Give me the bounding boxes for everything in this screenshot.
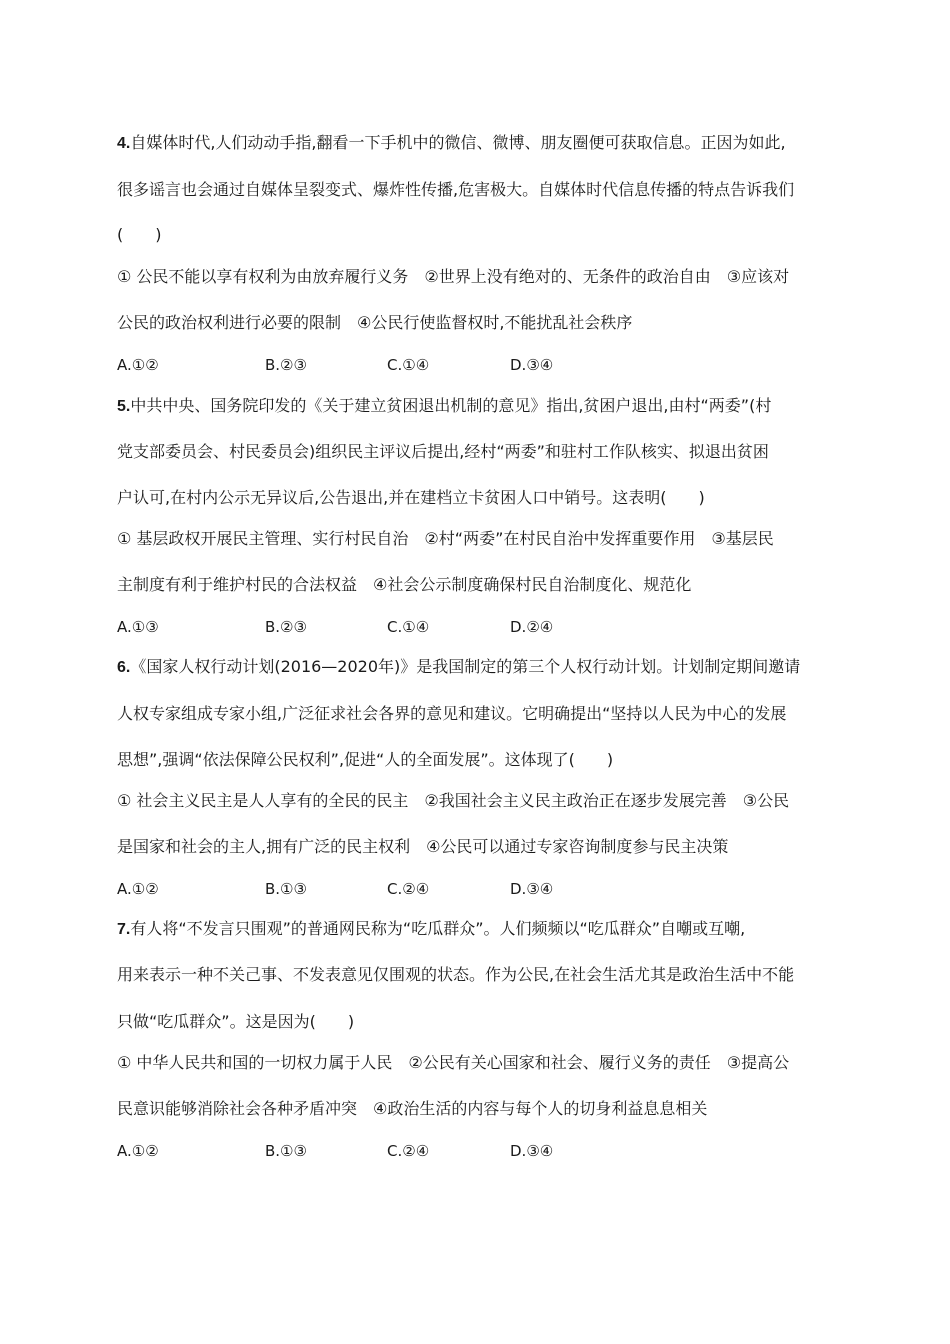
option-c: C.①④ (387, 618, 430, 636)
question-5-stem-line-1: 5.中共中央、国务院印发的《关于建立贫困退出机制的意见》指出,贫困户退出,由村“两委”(村 (117, 396, 772, 415)
option-b: B.①③ (265, 1142, 307, 1160)
option-c: C.②④ (387, 880, 430, 898)
question-number: 4. (117, 135, 131, 152)
question-number: 6. (117, 659, 131, 676)
question-4-stem-line-3: ( ) (117, 225, 162, 244)
option-d: D.③④ (510, 1142, 554, 1160)
option-b: B.②③ (265, 618, 307, 636)
option-d: D.②④ (510, 618, 554, 636)
option-b: B.②③ (265, 356, 307, 374)
question-number: 7. (117, 921, 131, 938)
option-d: D.③④ (510, 356, 554, 374)
question-6-stem-line-2: 人权专家组成专家小组,广泛征求社会各界的意见和建议。它明确提出“坚持以人民为中心的发展 (117, 704, 787, 723)
option-b: B.①③ (265, 880, 307, 898)
option-c: C.①④ (387, 356, 430, 374)
question-6-statements-line-2: 是国家和社会的主人,拥有广泛的民主权利 ④公民可以通过专家咨询制度参与民主决策 (117, 837, 729, 856)
question-4-statements-line-2: 公民的政治权利进行必要的限制 ④公民行使监督权时,不能扰乱社会秩序 (117, 313, 633, 332)
question-7-stem-line-3: 只做“吃瓜群众”。这是因为( ) (117, 1012, 355, 1031)
option-a: A.①③ (117, 618, 159, 636)
question-6-options (117, 878, 717, 900)
question-7-options (117, 1140, 717, 1162)
question-5-stem-line-3: 户认可,在村内公示无异议后,公告退出,并在建档立卡贫困人口中销号。这表明( ) (117, 488, 705, 507)
option-c: C.②④ (387, 1142, 430, 1160)
question-6-stem-line-3: 思想”,强调“依法保障公民权利”,促进“人的全面发展”。这体现了( ) (117, 750, 614, 769)
question-6-statements-line-1: ① 社会主义民主是人人享有的全民的民主 ②我国社会主义民主政治正在逐步发展完善 ③公民 (117, 791, 790, 810)
question-6-stem-line-1: 6.《国家人权行动计划(2016—2020年)》是我国制定的第三个人权行动计划。计划制定期间邀请 (117, 657, 801, 676)
option-a: A.①② (117, 356, 159, 374)
option-a: A.①② (117, 1142, 159, 1160)
question-5-statements-line-2: 主制度有利于维护村民的合法权益 ④社会公示制度确保村民自治制度化、规范化 (117, 575, 692, 594)
question-7-statements-line-1: ① 中华人民共和国的一切权力属于人民 ②公民有关心国家和社会、履行义务的责任 ③提高公 (117, 1053, 790, 1072)
option-d: D.③④ (510, 880, 554, 898)
question-4-stem-line-1: 4.自媒体时代,人们动动手指,翻看一下手机中的微信、微博、朋友圈便可获取信息。正因为如此, (117, 133, 786, 152)
question-4-statements-line-1: ① 公民不能以享有权利为由放弃履行义务 ②世界上没有绝对的、无条件的政治自由 ③应该对 (117, 267, 790, 286)
question-7-stem-line-2: 用来表示一种不关己事、不发表意见仅围观的状态。作为公民,在社会生活尤其是政治生活中不能 (117, 965, 795, 984)
option-a: A.①② (117, 880, 159, 898)
question-7-stem-line-1: 7.有人将“不发言只围观”的普通网民称为“吃瓜群众”。人们频频以“吃瓜群众”自嘲或互嘲, (117, 919, 746, 938)
question-4-options (117, 354, 717, 376)
question-7-statements-line-2: 民意识能够消除社会各种矛盾冲突 ④政治生活的内容与每个人的切身利益息息相关 (117, 1099, 708, 1118)
question-number: 5. (117, 398, 131, 415)
question-5-options (117, 616, 717, 638)
question-5-stem-line-2: 党支部委员会、村民委员会)组织民主评议后提出,经村“两委”和驻村工作队核实、拟退出贫困 (117, 442, 769, 461)
question-5-statements-line-1: ① 基层政权开展民主管理、实行村民自治 ②村“两委”在村民自治中发挥重要作用 ③基层民 (117, 529, 774, 548)
question-4-stem-line-2: 很多谣言也会通过自媒体呈裂变式、爆炸性传播,危害极大。自媒体时代信息传播的特点告诉我们 (117, 180, 795, 199)
